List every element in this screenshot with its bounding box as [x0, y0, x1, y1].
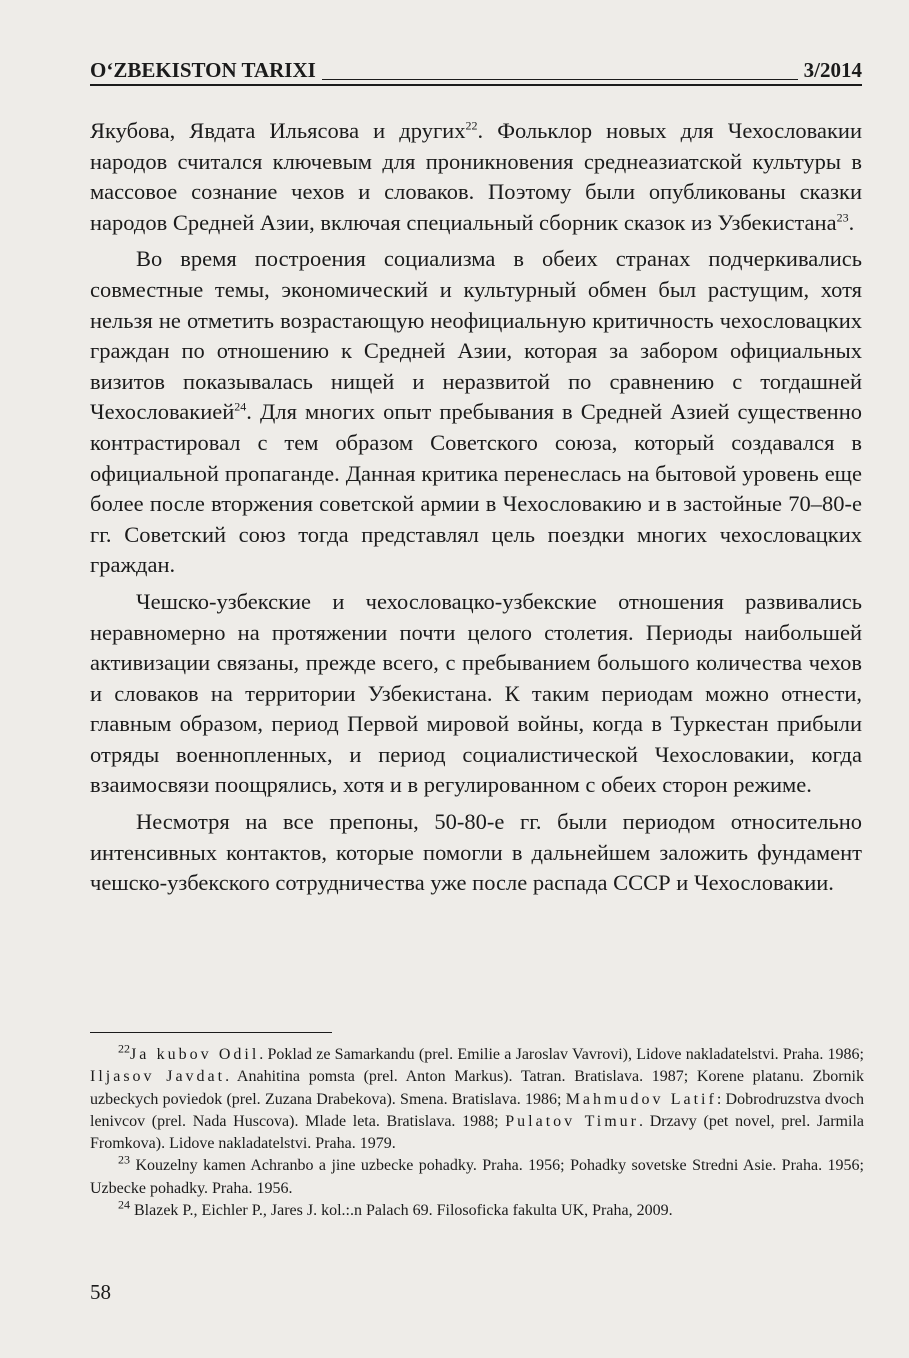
- footnote-number: 22: [118, 1041, 130, 1056]
- footnote-ref-23[interactable]: 23: [836, 210, 849, 225]
- body-text: [90, 116, 862, 899]
- footnote-22: $^{22}$Ja kubov Odil. Poklad ze Samarkandu (prel. Emilie a Jaroslav Vavrovi), Lidove nakladatelstvi. Praha. 1986; Iljasov Javdat. Anahitina pomsta (prel. Anton Markus). Tatran. Bratislava. 1987; Korene platanu. Zbornik uzbeckych poviedok (prel. Zuzana Drabekova). Smena. Bratislava. 1986; Mahmudov Latif: Dobrodruzstva dvoch lenivcov (prel. Nada Huscova). Mlade leta. Bratislava. 1988; Pulatov Timur. Drzavy (pet novel, prel. Jarmila Fromkova). Lidove nakladatelstvi. Praha. 1979.: [90, 1041, 865, 1153]
- paragraph-2: Во время построения социализма в обеих странах подчеркивались совместные темы, экономический и культурный обмен был растущим, хотя нельзя не отметить возрастающую неофициальную критичность чехословацких граждан по отношению к Средней Азии, которая за забором официальных визитов показывалась нищей и неразвитой по сравнению с тогдашней Чехословакией$^{24}$. Для многих опыт пребывания в Средней Азией существенно контрастировал с тем образом Советского союза, который создавался в официальной пропаганде. Данная критика перенеслась на бытовой уровень еще более после вторжения советской армии в Чехословакию и в застойные 70–80-е гг. Советский союз тогда представлял цель поездки многих чехословацких граждан.: [90, 246, 862, 578]
- footnote-24: $^{24}$ Blazek P., Eichler P., Jares J. kol.:.n Palach 69. Filosoficka fakulta UK, Praha, 2009.: [118, 1197, 673, 1220]
- footnote-number: 23: [118, 1153, 130, 1168]
- header-rule: [322, 79, 798, 80]
- footnote-separator: [90, 1032, 332, 1033]
- issue-number: 3/2014: [803, 58, 862, 82]
- paragraph-3: Чешско-узбекские и чехословацко-узбекские отношения развивались неравномерно на протяжении почти целого столетия. Периоды наибольшей активизации связаны, прежде всего, с пребыванием большого количества чехов и словаков на территории Узбекистана. К таким периодам можно отнести, главным образом, период Первой мировой войны, когда в Туркестан прибыли отряды военнопленных, и период социалистической Чехословакии, когда взаимосвязи поощрялись, хотя и в регулированном с обеих сторон режиме.: [90, 588, 862, 798]
- footnote-ref-24[interactable]: 24: [234, 399, 247, 414]
- footnotes: [90, 1041, 865, 1222]
- page-number: 58: [90, 1280, 111, 1304]
- footnote-number: 24: [118, 1197, 130, 1212]
- journal-title: O‘ZBEKISTON TARIXI: [90, 58, 316, 82]
- running-header: [90, 58, 862, 86]
- paragraph-1: Якубова, Явдата Ильясова и других$^{22}$. Фольклор новых для Чехословакии народов считался ключевым для проникновения среднеазиатской культуры в массовое сознание чехов и словаков. Поэтому были опубликованы сказки народов Средней Азии, включая специальный сборник сказок из Узбекистана$^{23}$.: [90, 118, 863, 235]
- paragraph-4: Несмотря на все препоны, 50-80-е гг. были периодом относительно интенсивных контактов, которые помогли в дальнейшем заложить фундамент чешско-узбекского сотрудничества уже после распада СССР и Чехословакии.: [90, 809, 862, 896]
- footnote-ref-22[interactable]: 22: [465, 118, 478, 133]
- footnote-23: $^{23}$ Kouzelny kamen Achranbo a jine uzbecke pohadky. Praha. 1956; Pohadky sovetske Stredni Asie. Praha. 1956; Uzbecke pohadky. Praha. 1956.: [90, 1153, 865, 1197]
